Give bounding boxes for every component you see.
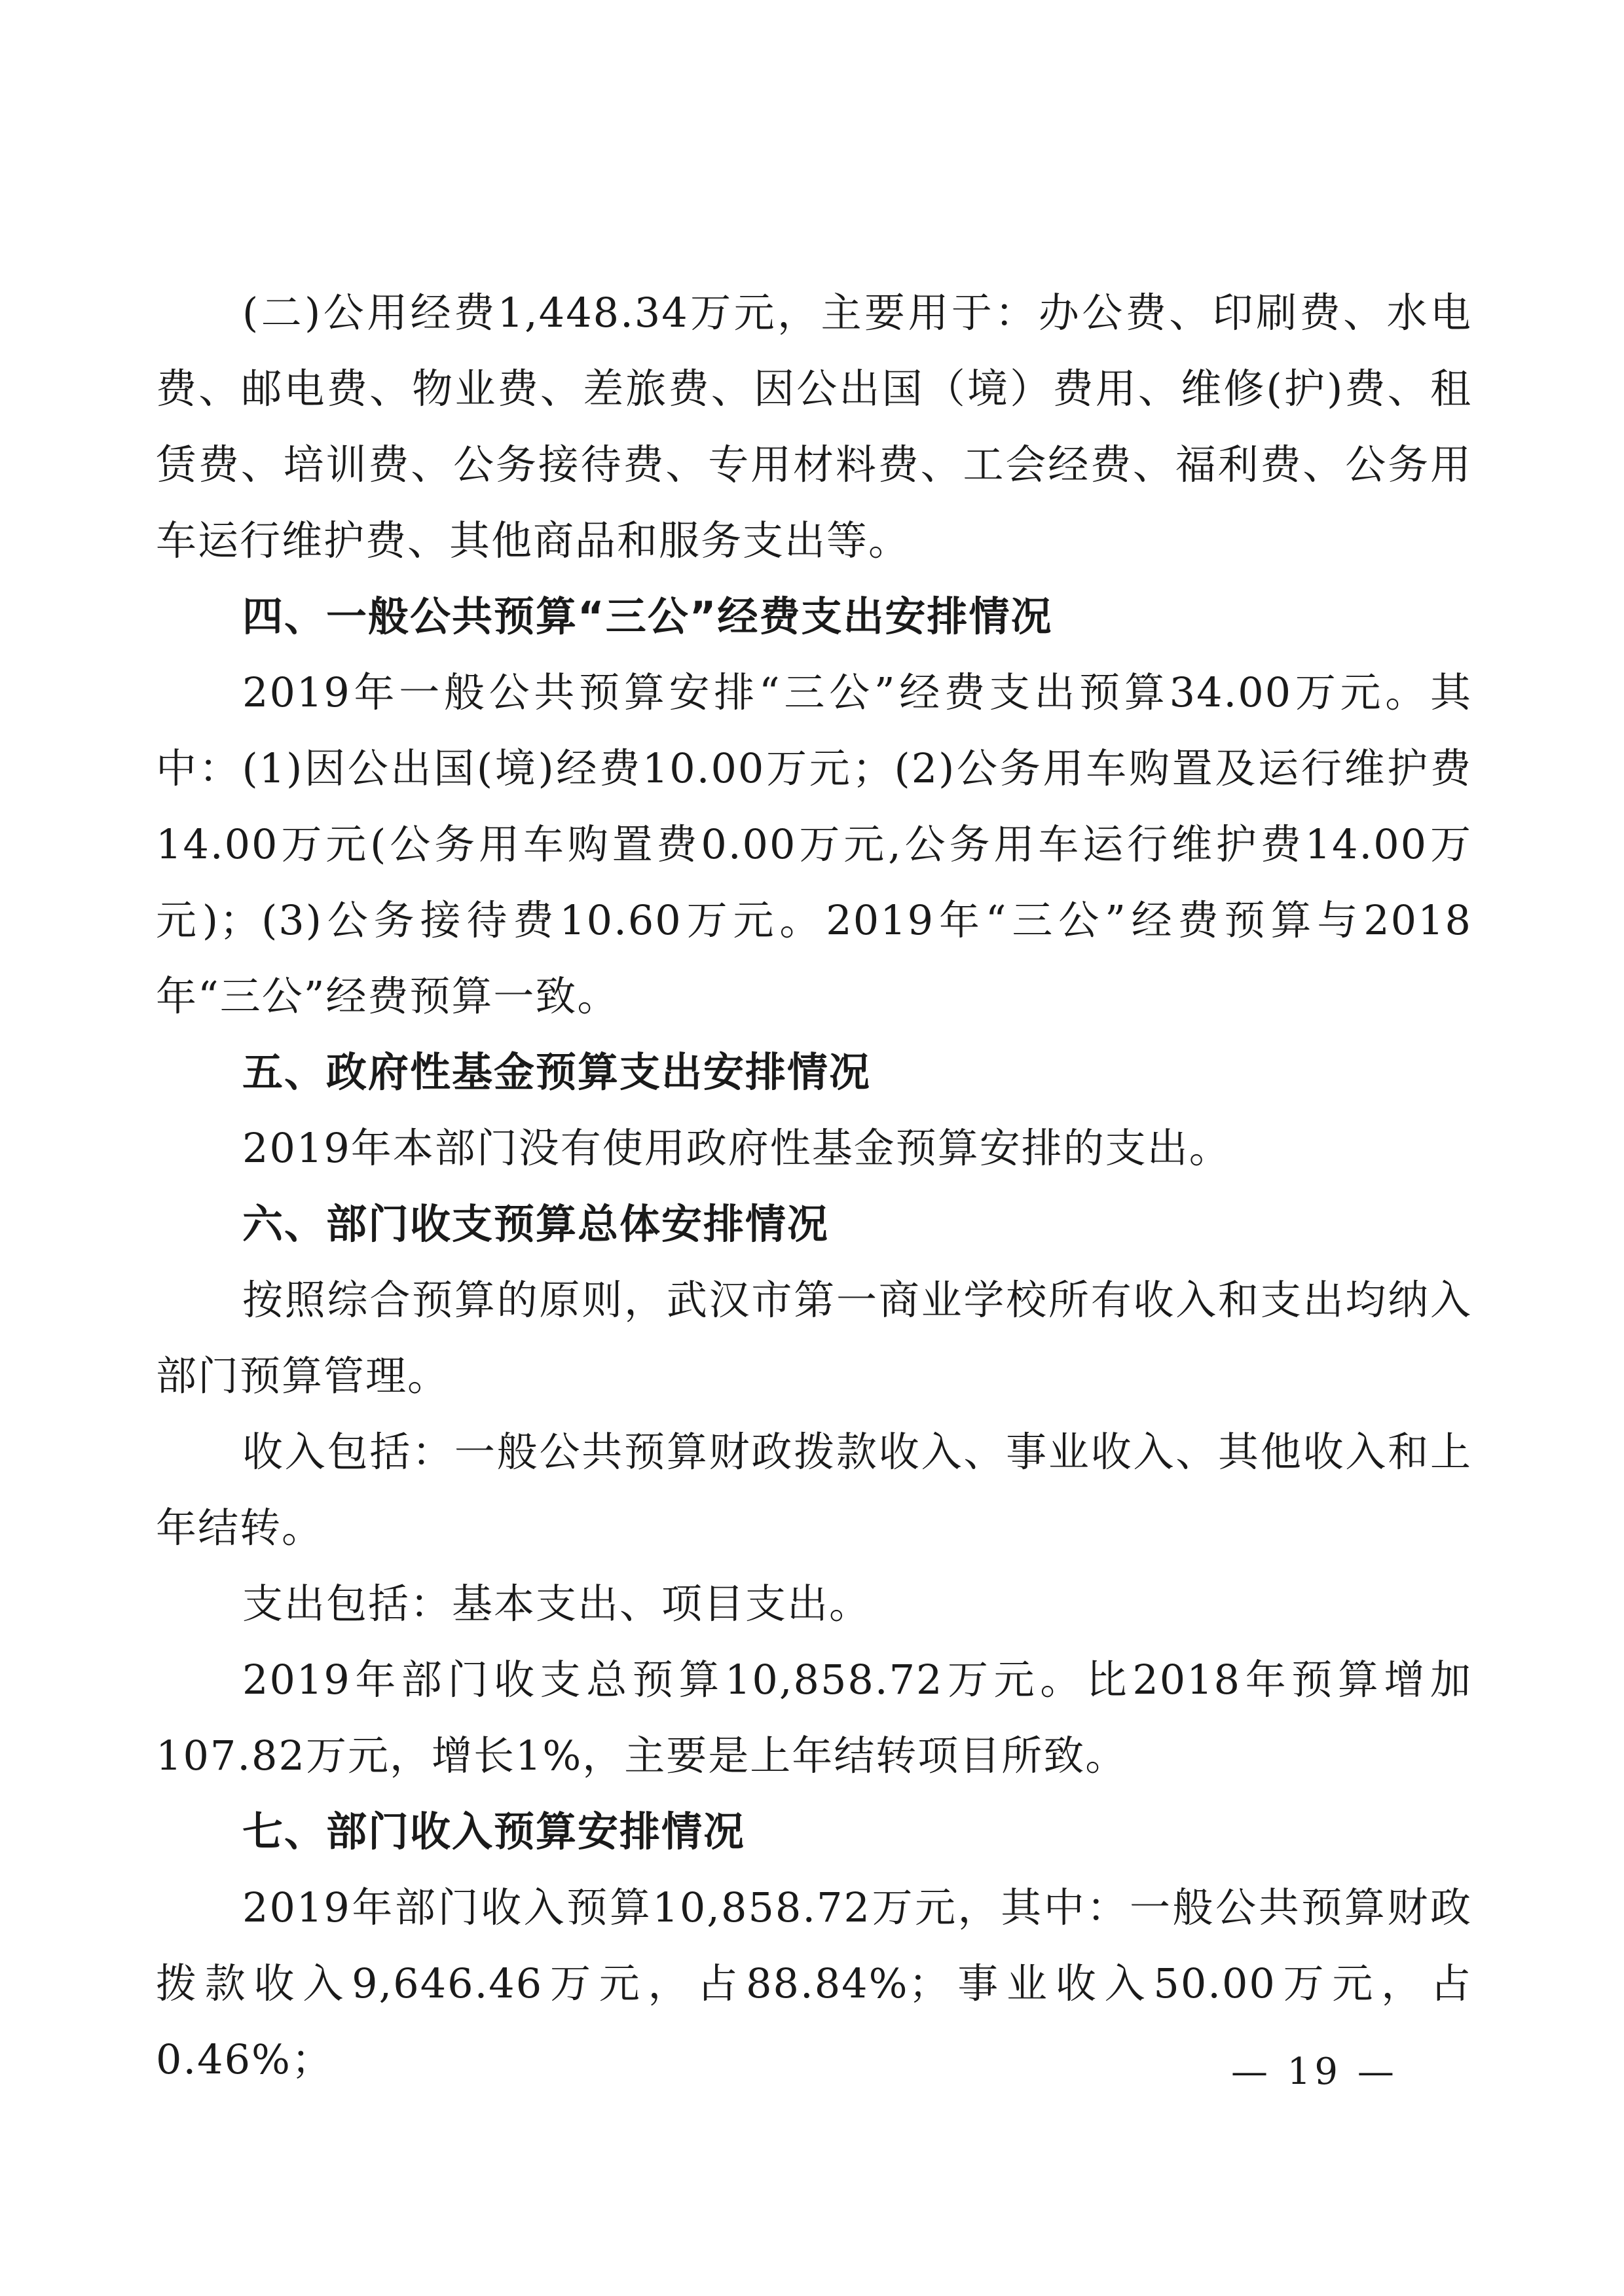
paragraph-comprehensive-budget: 按照综合预算的原则，武汉市第一商业学校所有收入和支出均纳入部门预算管理。 [156, 1276, 1472, 1400]
paragraph-three-public-budget: 2019年一般公共预算安排“三公”经费支出预算34.00万元。其中：(1)因公出国(境)经费10.00万元；(2)公务用车购置及运行维护费14.00万元(公务用车购置费0.00万元,公务用车运行维护费14.00万元)；(3)公务接待费10.60万元。2019年“三公”经费预算与2018年“三公”经费预算一致。 [156, 668, 1472, 1020]
heading-income-budget: 七、部门收入预算安排情况 [242, 1808, 746, 1855]
heading-overall-budget: 六、部门收支预算总体安排情况 [242, 1200, 830, 1248]
paragraph-expense-includes: 支出包括：基本支出、项目支出。 [242, 1580, 872, 1628]
page-body [156, 275, 1472, 2098]
heading-three-public-expenses: 四、一般公共预算“三公”经费支出安排情况 [242, 592, 1053, 640]
paragraph-income-budget: 2019年部门收入预算10,858.72万元，其中：一般公共预算财政拨款收入9,646.46万元，占88.84%；事业收入50.00万元，占0.46%； [156, 1884, 1472, 2083]
paragraph-total-budget: 2019年部门收支总预算10,858.72万元。比2018年预算增加107.82万元，增长1%，主要是上年结转项目所致。 [156, 1656, 1472, 1779]
page-number: — 19 — [1231, 2050, 1398, 2093]
paragraph-income-includes: 收入包括：一般公共预算财政拨款收入、事业收入、其他收入和上年结转。 [156, 1428, 1472, 1552]
paragraph-public-expenses: (二)公用经费1,448.34万元，主要用于：办公费、印刷费、水电费、邮电费、物业费、差旅费、因公出国（境）费用、维修(护)费、租赁费、培训费、公务接待费、专用材料费、工会经费、福利费、公务用车运行维护费、其他商品和服务支出等。 [156, 289, 1472, 564]
heading-government-fund: 五、政府性基金预算支出安排情况 [242, 1048, 872, 1096]
paragraph-government-fund: 2019年本部门没有使用政府性基金预算安排的支出。 [242, 1124, 1231, 1172]
